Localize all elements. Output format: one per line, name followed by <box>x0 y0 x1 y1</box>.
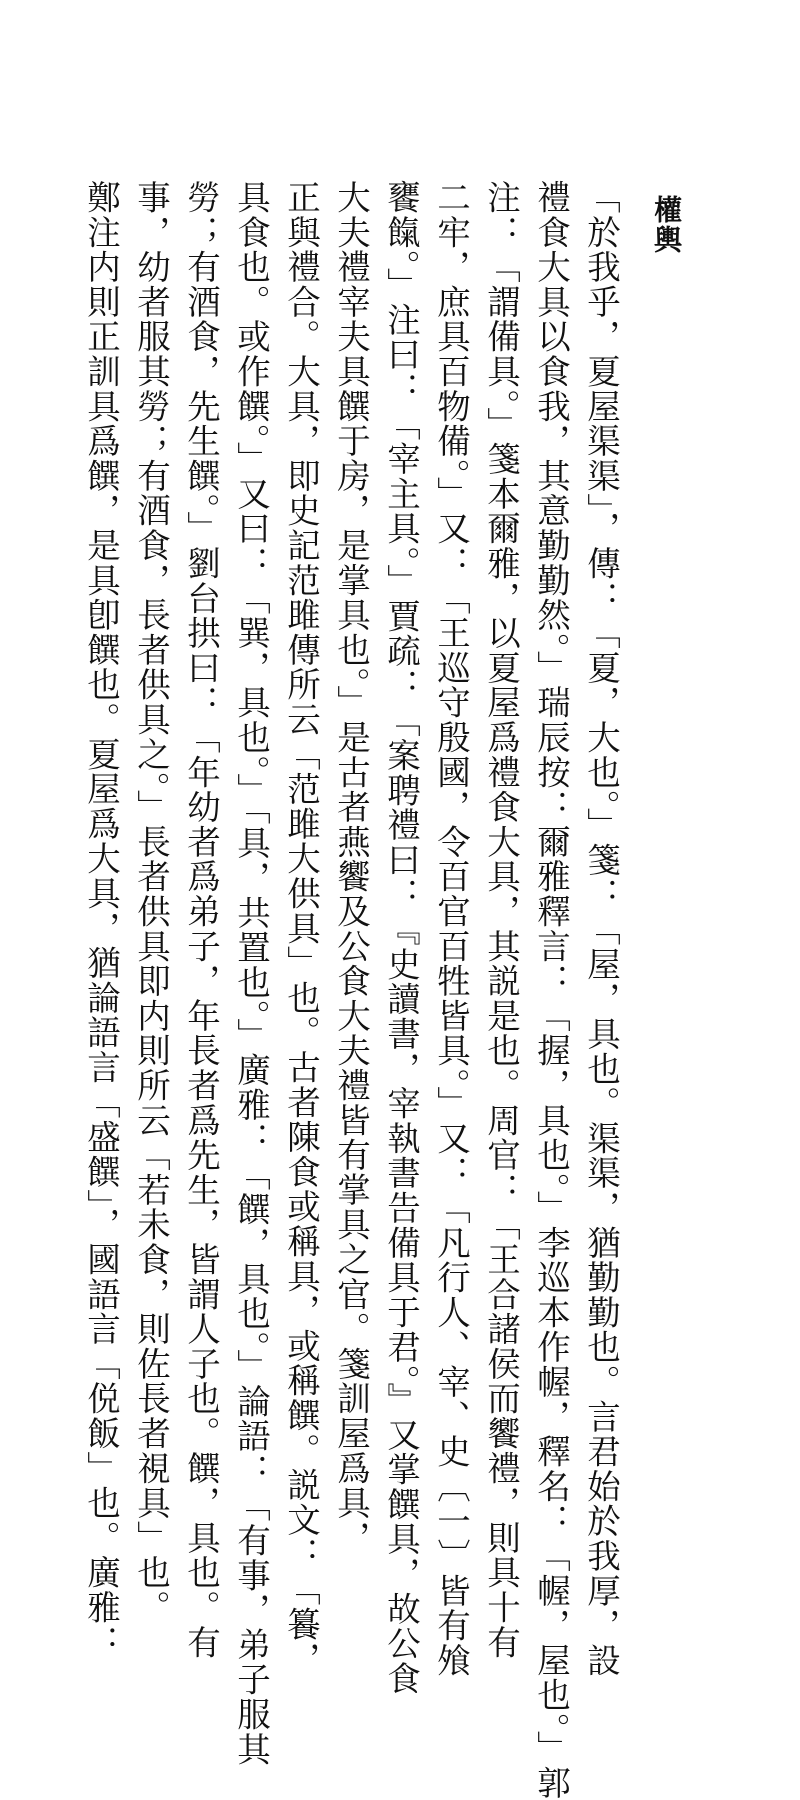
body-column-3: 注：「謂備具。」箋本爾雅，以夏屋爲禮食大具，其説是也。周官：「王合諸侯而饗禮，則具十有 <box>481 180 521 1660</box>
section-title: 權輿 <box>650 195 683 255</box>
body-column-6: 大夫禮宰夫具饌于房，是掌具也。」是古者燕饗及公食大夫禮皆有掌具之官。箋訓屋爲具， <box>331 180 371 1556</box>
body-column-8: 具食也。或作饌。」又曰：「巽，具也。」「具，共置也。」廣雅：「饌，具也。」論語：「有事，弟子服其 <box>231 180 271 1767</box>
body-column-11: 鄭注内則正訓具爲饌，是具卽饌也。夏屋爲大具，猶論語言「盛饌」，國語言「侻飯」也。廣雅： <box>81 180 121 1660</box>
body-column-1: 「於我乎，夏屋渠渠」，傳：「夏，大也。」箋：「屋，具也。渠渠，猶勤勤也。言君始於我厚，設 <box>581 180 621 1678</box>
body-column-9: 勞；有酒食，先生饌。」劉台拱曰：「年幼者爲弟子，年長者爲先生，皆謂人子也。饌，具也。有 <box>181 180 221 1660</box>
body-column-10: 事，幼者服其勞；有酒食，長者供具之。」長者供具即内則所云「若未食，則佐長者視具」也。 <box>131 180 171 1625</box>
body-column-2: 禮食大具以食我，其意勤勤然。」瑞辰按：爾雅釋言：「握，具也。」李巡本作幄，釋名：「幄，屋也。」郭 <box>531 180 571 1800</box>
body-column-4: 二牢，庶具百物備。」又：「王巡守殷國，令百官百牲皆具。」又：「凡行人、宰、史〔一〕皆有飧 <box>431 180 471 1678</box>
body-column-7: 正與禮合。大具，即史記范雎傳所云「范雎大供具」也。古者陳食或稱具，或稱饌。説文：「籑， <box>281 180 321 1677</box>
body-column-5: 饔餼。」注曰：「宰主具。」賈疏：「案聘禮曰：『史讀書，宰執書告備具于君。』又掌饌具，故公食 <box>381 180 421 1696</box>
